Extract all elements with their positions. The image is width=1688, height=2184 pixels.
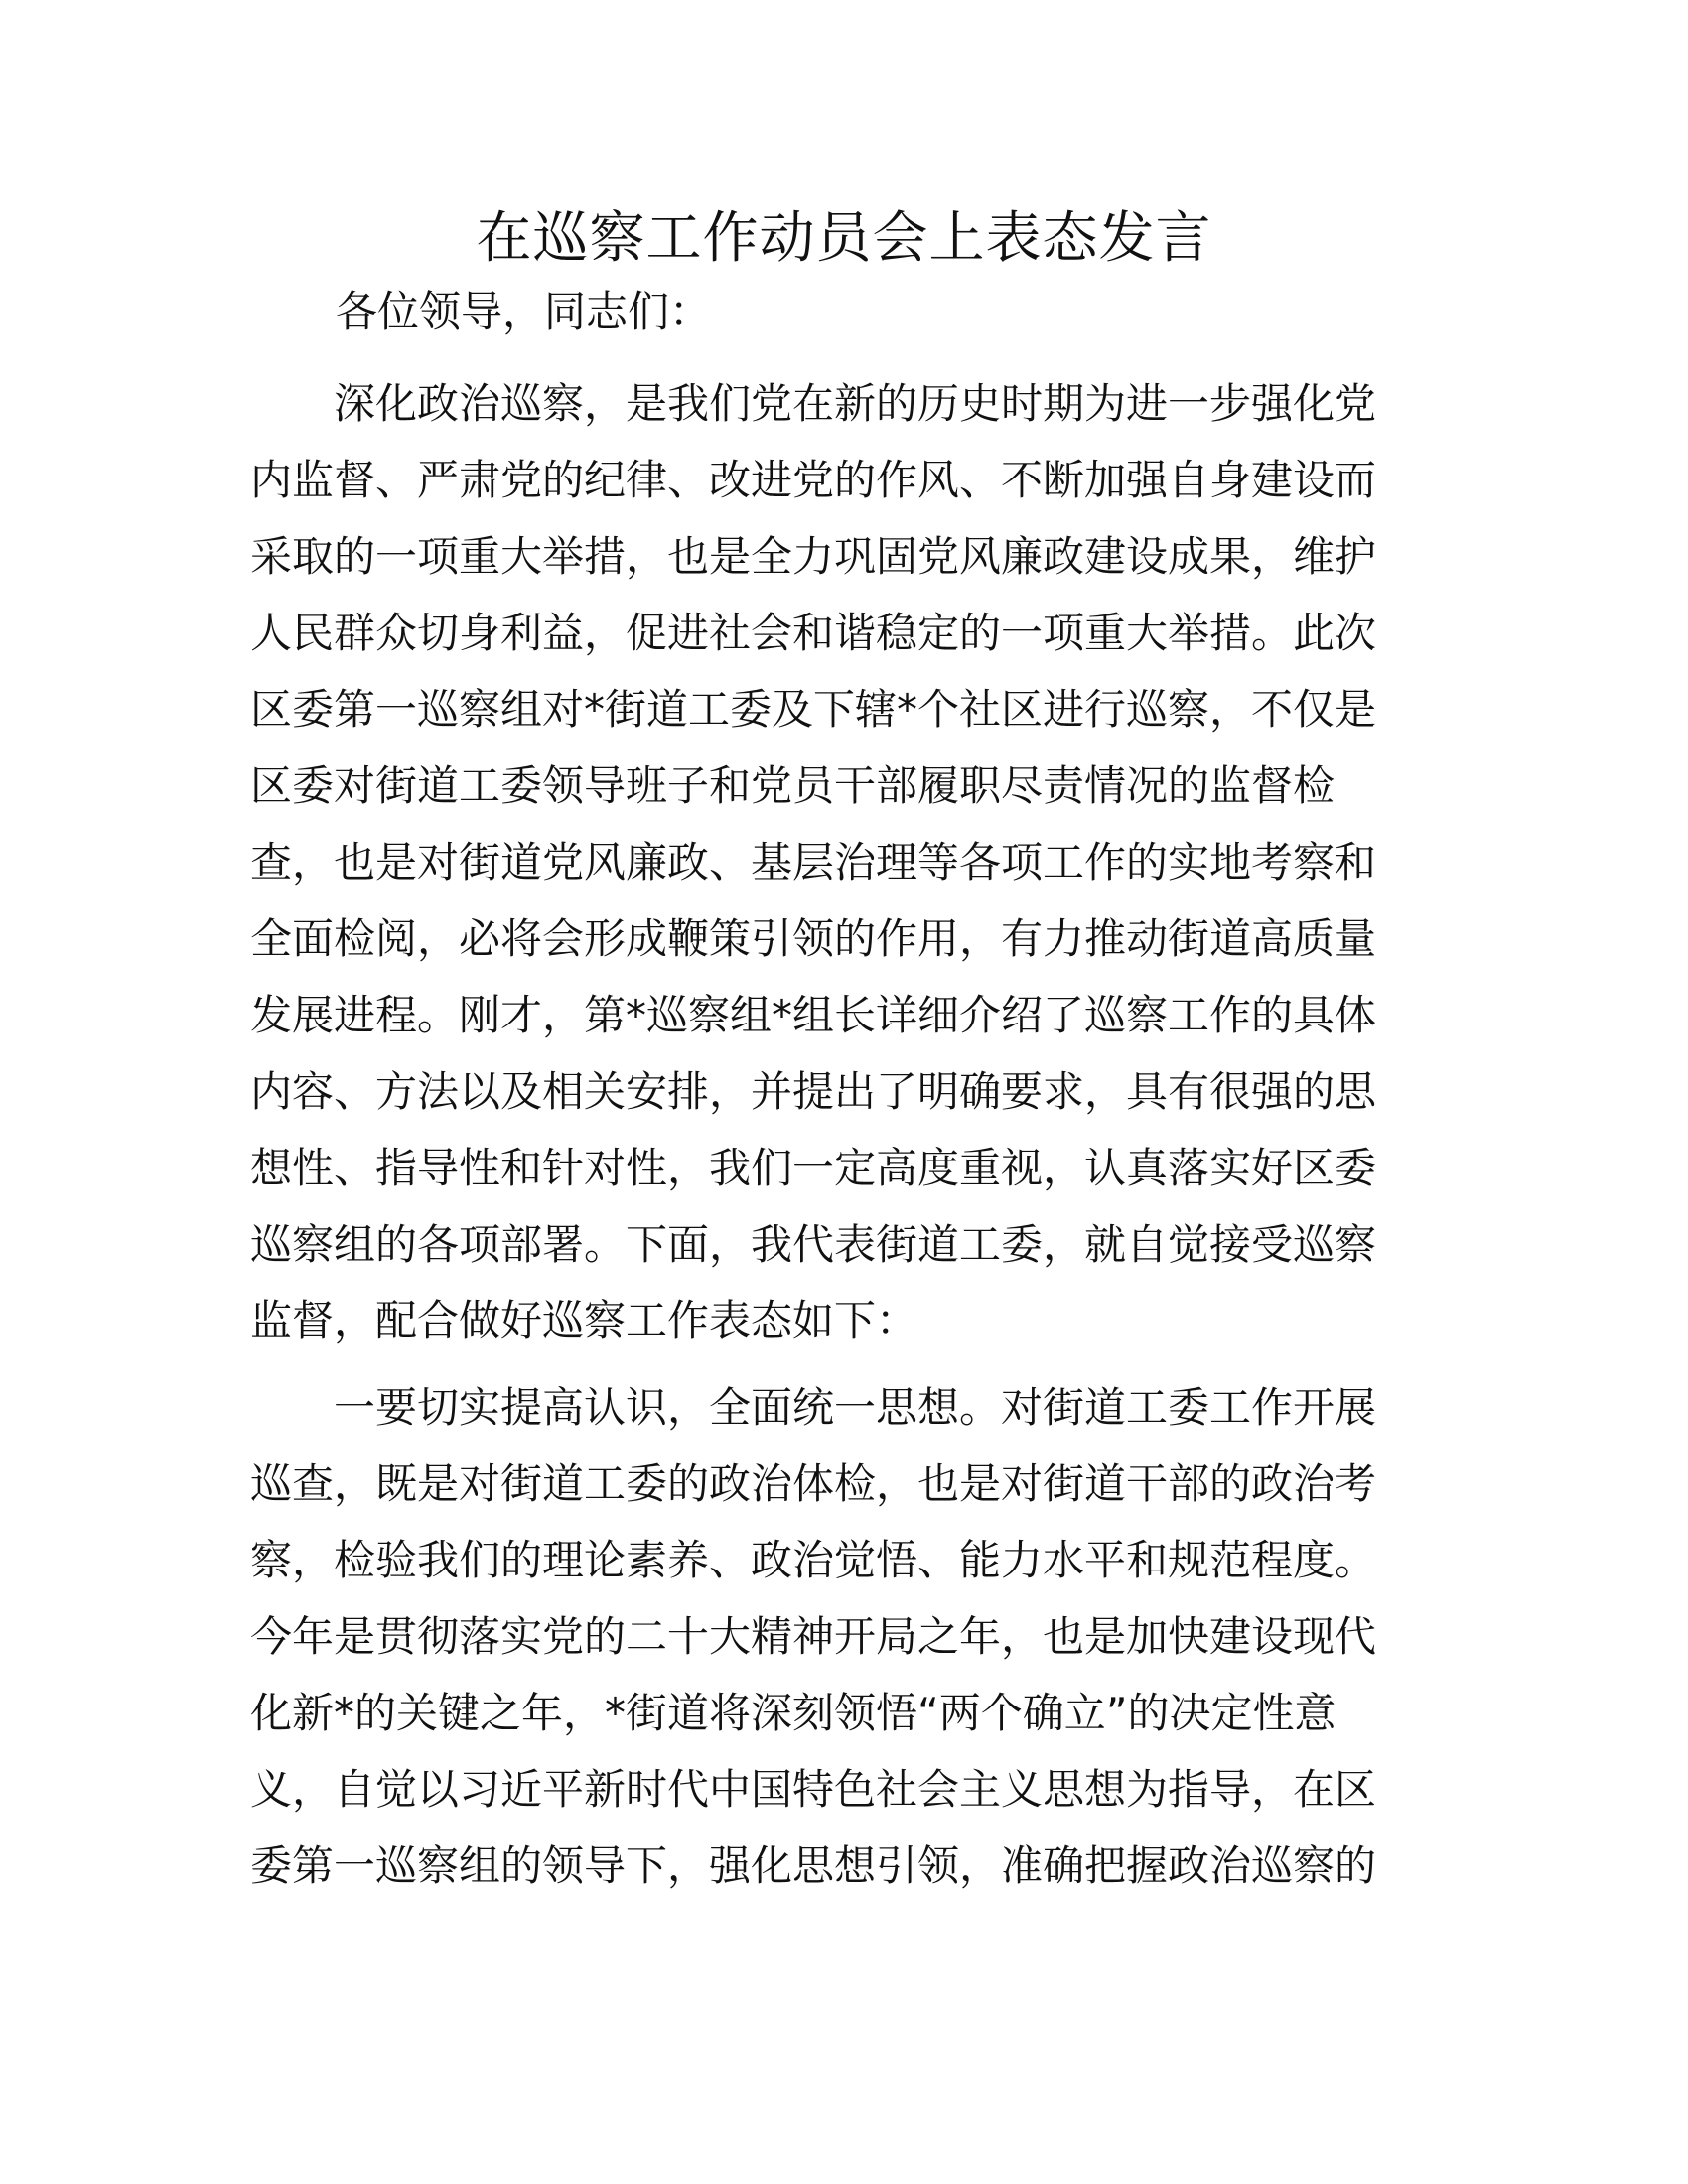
paragraph-line: 采取的一项重大举措，也是全力巩固党风廉政建设成果，维护 — [250, 532, 1377, 581]
paragraph-line: 区委对街道工委领导班子和党员干部履职尽责情况的监督检 — [250, 761, 1336, 810]
paragraph-line: 监督，配合做好巡察工作表态如下： — [250, 1297, 918, 1345]
document-body — [250, 266, 1442, 1904]
paragraph-line: 人民群众切身利益，促进社会和谐稳定的一项重大举措。此次 — [250, 609, 1377, 657]
paragraph-line: 今年是贯彻落实党的二十大精神开局之年，也是加快建设现代 — [250, 1612, 1377, 1661]
paragraph-line: 巡察组的各项部署。下面，我代表街道工委，就自觉接受巡察 — [250, 1220, 1377, 1269]
paragraph-line: 义，自觉以习近平新时代中国特色社会主义思想为指导，在区 — [250, 1765, 1377, 1814]
paragraph-line: 内监督、严肃党的纪律、改进党的作风、不断加强自身建设而 — [250, 456, 1377, 504]
paragraph-line: 全面检阅，必将会形成鞭策引领的作用，有力推动街道高质量 — [250, 914, 1377, 963]
paragraph-line: 想性、指导性和针对性，我们一定高度重视，认真落实好区委 — [250, 1144, 1377, 1192]
paragraph-2 — [250, 1369, 1442, 1904]
paragraph-line: 一要切实提高认识，全面统一思想。对街道工委工作开展 — [250, 1383, 1377, 1432]
paragraph-line: 发展进程。刚才，第*巡察组*组长详细介绍了巡察工作的具体 — [250, 991, 1377, 1039]
paragraph-line: 深化政治巡察，是我们党在新的历史时期为进一步强化党 — [250, 379, 1377, 428]
paragraph-line: 化新*的关键之年，*街道将深刻领悟“两个确立”的决定性意 — [250, 1689, 1336, 1737]
paragraph-line: 查，也是对街道党风廉政、基层治理等各项工作的实地考察和 — [250, 838, 1377, 887]
paragraph-line: 巡查，既是对街道工委的政治体检，也是对街道干部的政治考 — [250, 1459, 1377, 1508]
paragraph-line: 内容、方法以及相关安排，并提出了明确要求，具有很强的思 — [250, 1067, 1377, 1116]
paragraph-1 — [250, 365, 1442, 1359]
paragraph-line: 区委第一巡察组对*街道工委及下辖*个社区进行巡察，不仅是 — [250, 685, 1377, 734]
paragraph-line: 察，检验我们的理论素养、政治觉悟、能力水平和规范程度。 — [250, 1536, 1377, 1584]
document-title: 在巡察工作动员会上表态发言 — [476, 206, 1212, 271]
paragraph-line: 委第一巡察组的领导下，强化思想引领，准确把握政治巡察的 — [250, 1842, 1377, 1890]
salutation: 各位领导，同志们： — [336, 287, 712, 336]
